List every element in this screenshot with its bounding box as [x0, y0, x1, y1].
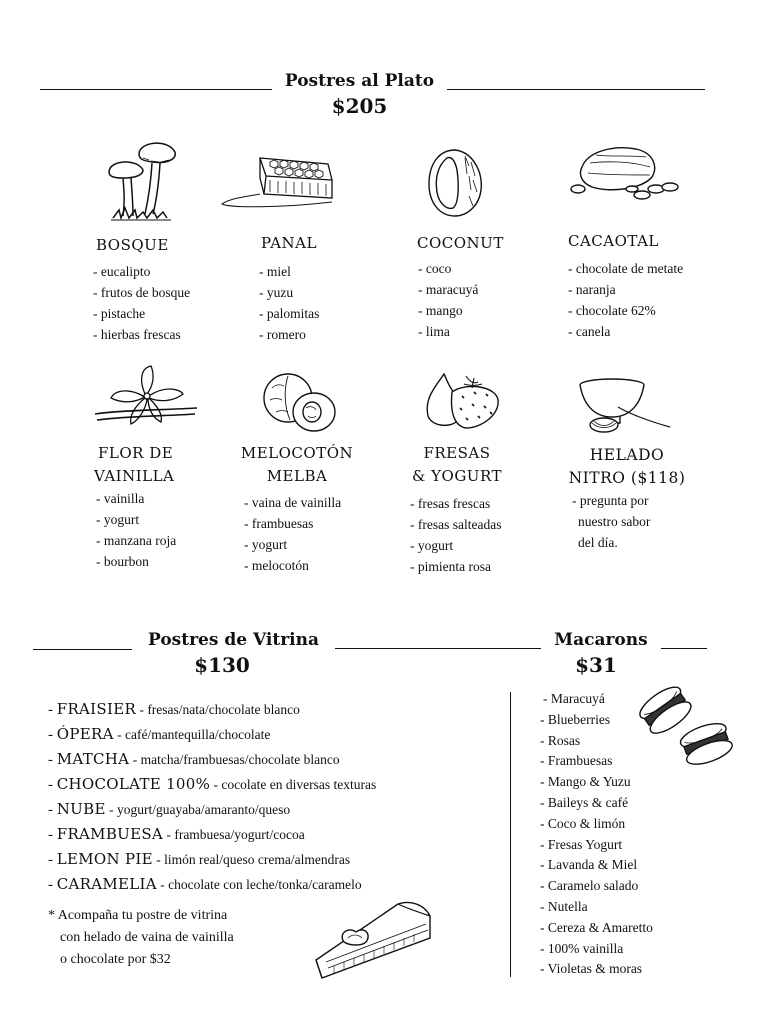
ingredient: - frambuesas: [244, 513, 341, 534]
ingredient: - pimienta rosa: [410, 556, 501, 577]
ingredient: - bourbon: [96, 551, 176, 572]
list-item: - Fresas Yogurt: [540, 835, 653, 856]
vitrina-item-name: MATCHA: [56, 750, 130, 768]
vitrina-item-name: CARAMELIA: [56, 875, 157, 893]
ingredient: - chocolate 62%: [568, 300, 683, 321]
title-rule-left: [33, 649, 132, 650]
ingredient: - yogurt: [410, 535, 501, 556]
list-item: - Frambuesas: [540, 751, 653, 772]
ingredient: - lima: [418, 321, 478, 342]
ingredient-list-coconut: [418, 258, 478, 342]
ingredient-list-melocoton-melba: [244, 492, 341, 576]
ingredient: - yogurt: [96, 509, 176, 530]
vitrina-item-name: LEMON PIE: [56, 850, 153, 868]
list-item: - FRAISIER - fresas/nata/chocolate blanco: [48, 697, 376, 722]
vitrina-item-desc: café/mantequilla/chocolate: [124, 727, 271, 742]
vitrina-item-desc: chocolate con leche/tonka/caramelo: [168, 877, 362, 892]
ingredient: - eucalipto: [93, 261, 190, 282]
list-item: - MATCHA - matcha/frambuesas/chocolate blanco: [48, 747, 376, 772]
ingredient-list-panal: [259, 261, 319, 345]
dessert-name-line: HELADO: [589, 446, 665, 464]
description-line: nuestro sabor: [578, 514, 651, 529]
ingredient: - coco: [418, 258, 478, 279]
ingredient-list-fresas-yogurt: [410, 493, 501, 577]
ingredient: - frutos de bosque: [93, 282, 190, 303]
ingredient: - yuzu: [259, 282, 319, 303]
dessert-name-panal: PANAL: [261, 234, 317, 252]
ingredient: - naranja: [568, 279, 683, 300]
ingredient-list-bosque: [93, 261, 190, 345]
vitrina-item-name: FRAISIER: [56, 700, 137, 718]
vitrina-item-desc: cocolate en diversas texturas: [221, 777, 377, 792]
dessert-name-line: FLOR DE: [98, 444, 174, 462]
vitrina-item-desc: fresas/nata/chocolate blanco: [147, 702, 300, 717]
dessert-name-flor-de-vainilla: [86, 442, 218, 488]
macarons-icon: [640, 685, 736, 769]
vitrina-item-desc: yogurt/guayaba/amaranto/queso: [116, 802, 291, 817]
list-item: - Cereza & Amaretto: [540, 918, 653, 939]
macarons-flavor-list: [540, 689, 653, 980]
list-item: - Nutella: [540, 897, 653, 918]
list-item: - Baileys & café: [540, 793, 653, 814]
peach-icon: [262, 370, 338, 434]
vitrina-list: [48, 697, 376, 897]
ingredient: - maracuyá: [418, 279, 478, 300]
list-item: - Lavanda & Miel: [540, 855, 653, 876]
list-item: - Blueberries: [540, 710, 653, 731]
pie-slice-icon: [314, 898, 434, 984]
dessert-name-line: NITRO ($118): [568, 469, 686, 487]
list-item: - LEMON PIE - limón real/queso crema/almendras: [48, 847, 376, 872]
vitrina-item-name: ÓPERA: [56, 725, 114, 743]
mixing-bowl-icon: [578, 377, 672, 437]
title-rule-left: [40, 89, 272, 90]
ingredient: - canela: [568, 321, 683, 342]
dessert-name-fresas-yogurt: [402, 442, 512, 488]
description-line: - pregunta por: [572, 493, 649, 508]
title-rule-right: [335, 648, 541, 649]
cacao-pod-icon: [570, 145, 686, 207]
macarons-title-rule: [661, 648, 707, 649]
ingredient: - fresas salteadas: [410, 514, 501, 535]
ingredient: - chocolate de metate: [568, 258, 683, 279]
ingredient: - miel: [259, 261, 319, 282]
ingredient: - vainilla: [96, 488, 176, 509]
list-item: - 100% vainilla: [540, 939, 653, 960]
list-item: - Mango & Yuzu: [540, 772, 653, 793]
ingredient: - romero: [259, 324, 319, 345]
vitrina-item-desc: frambuesa/yogurt/cocoa: [174, 827, 305, 842]
ingredient: - fresas frescas: [410, 493, 501, 514]
strawberry-icon: [422, 368, 502, 432]
ingredient: - hierbas frescas: [93, 324, 190, 345]
note-line: * Acompaña tu postre de vitrina: [48, 908, 228, 923]
dessert-name-line: & YOGURT: [412, 467, 502, 485]
list-item: - CHOCOLATE 100% - cocolate en diversas texturas: [48, 772, 376, 797]
list-item: - Maracuyá: [540, 689, 653, 710]
ingredient: - palomitas: [259, 303, 319, 324]
dessert-name-bosque: BOSQUE: [96, 236, 169, 254]
macarons-price: $31: [575, 653, 617, 677]
note-line: o chocolate por $32: [60, 952, 171, 967]
vitrina-note: [48, 905, 234, 971]
plato-section-title: Postres al Plato: [284, 71, 435, 91]
list-item: - Rosas: [540, 731, 653, 752]
vanilla-flower-icon: [93, 364, 199, 430]
vitrina-item-name: NUBE: [56, 800, 106, 818]
section-divider: [510, 692, 511, 977]
vitrina-item-name: CHOCOLATE 100%: [56, 775, 211, 793]
dessert-name-line: VAINILLA: [94, 467, 175, 485]
dessert-name-helado-nitro: [560, 444, 694, 490]
title-rule-right: [447, 89, 705, 90]
ingredient: - manzana roja: [96, 530, 176, 551]
ingredient: - melocotón: [244, 555, 341, 576]
dessert-name-cacaotal: CACAOTAL: [568, 232, 659, 250]
note-line: con helado de vaina de vainilla: [60, 930, 234, 945]
dessert-name-line: FRESAS: [423, 444, 491, 462]
coconut-icon: [425, 146, 485, 218]
list-item: - ÓPERA - café/mantequilla/chocolate: [48, 722, 376, 747]
list-item: - Violetas & moras: [540, 959, 653, 980]
ingredient-list-flor-de-vainilla: [96, 488, 176, 572]
ingredient: - mango: [418, 300, 478, 321]
vitrina-item-desc: limón real/queso crema/almendras: [164, 852, 351, 867]
vitrina-price: $130: [194, 653, 250, 677]
honeycomb-icon: [220, 150, 338, 212]
ingredient: - yogurt: [244, 534, 341, 555]
vitrina-section-title: Postres de Vitrina: [148, 630, 319, 650]
list-item: - FRAMBUESA - frambuesa/yogurt/cocoa: [48, 822, 376, 847]
list-item: - Caramelo salado: [540, 876, 653, 897]
list-item: - NUBE - yogurt/guayaba/amaranto/queso: [48, 797, 376, 822]
mushroom-icon: [105, 140, 175, 222]
dessert-name-line: MELBA: [266, 467, 328, 485]
list-item: - Coco & limón: [540, 814, 653, 835]
helado-nitro-description: [572, 490, 650, 553]
ingredient-list-cacaotal: [568, 258, 683, 342]
vitrina-item-desc: matcha/frambuesas/chocolate blanco: [140, 752, 340, 767]
dessert-name-melocoton-melba: [232, 442, 362, 488]
macarons-section-title: Macarons: [554, 630, 648, 650]
description-line: del día.: [578, 535, 618, 550]
dessert-name-coconut: COCONUT: [417, 234, 504, 252]
list-item: - CARAMELIA - chocolate con leche/tonka/caramelo: [48, 872, 376, 897]
ingredient: - pistache: [93, 303, 190, 324]
plato-price: $205: [331, 94, 388, 118]
dessert-name-line: MELOCOTÓN: [240, 444, 354, 462]
vitrina-item-name: FRAMBUESA: [56, 825, 164, 843]
ingredient: - vaina de vainilla: [244, 492, 341, 513]
